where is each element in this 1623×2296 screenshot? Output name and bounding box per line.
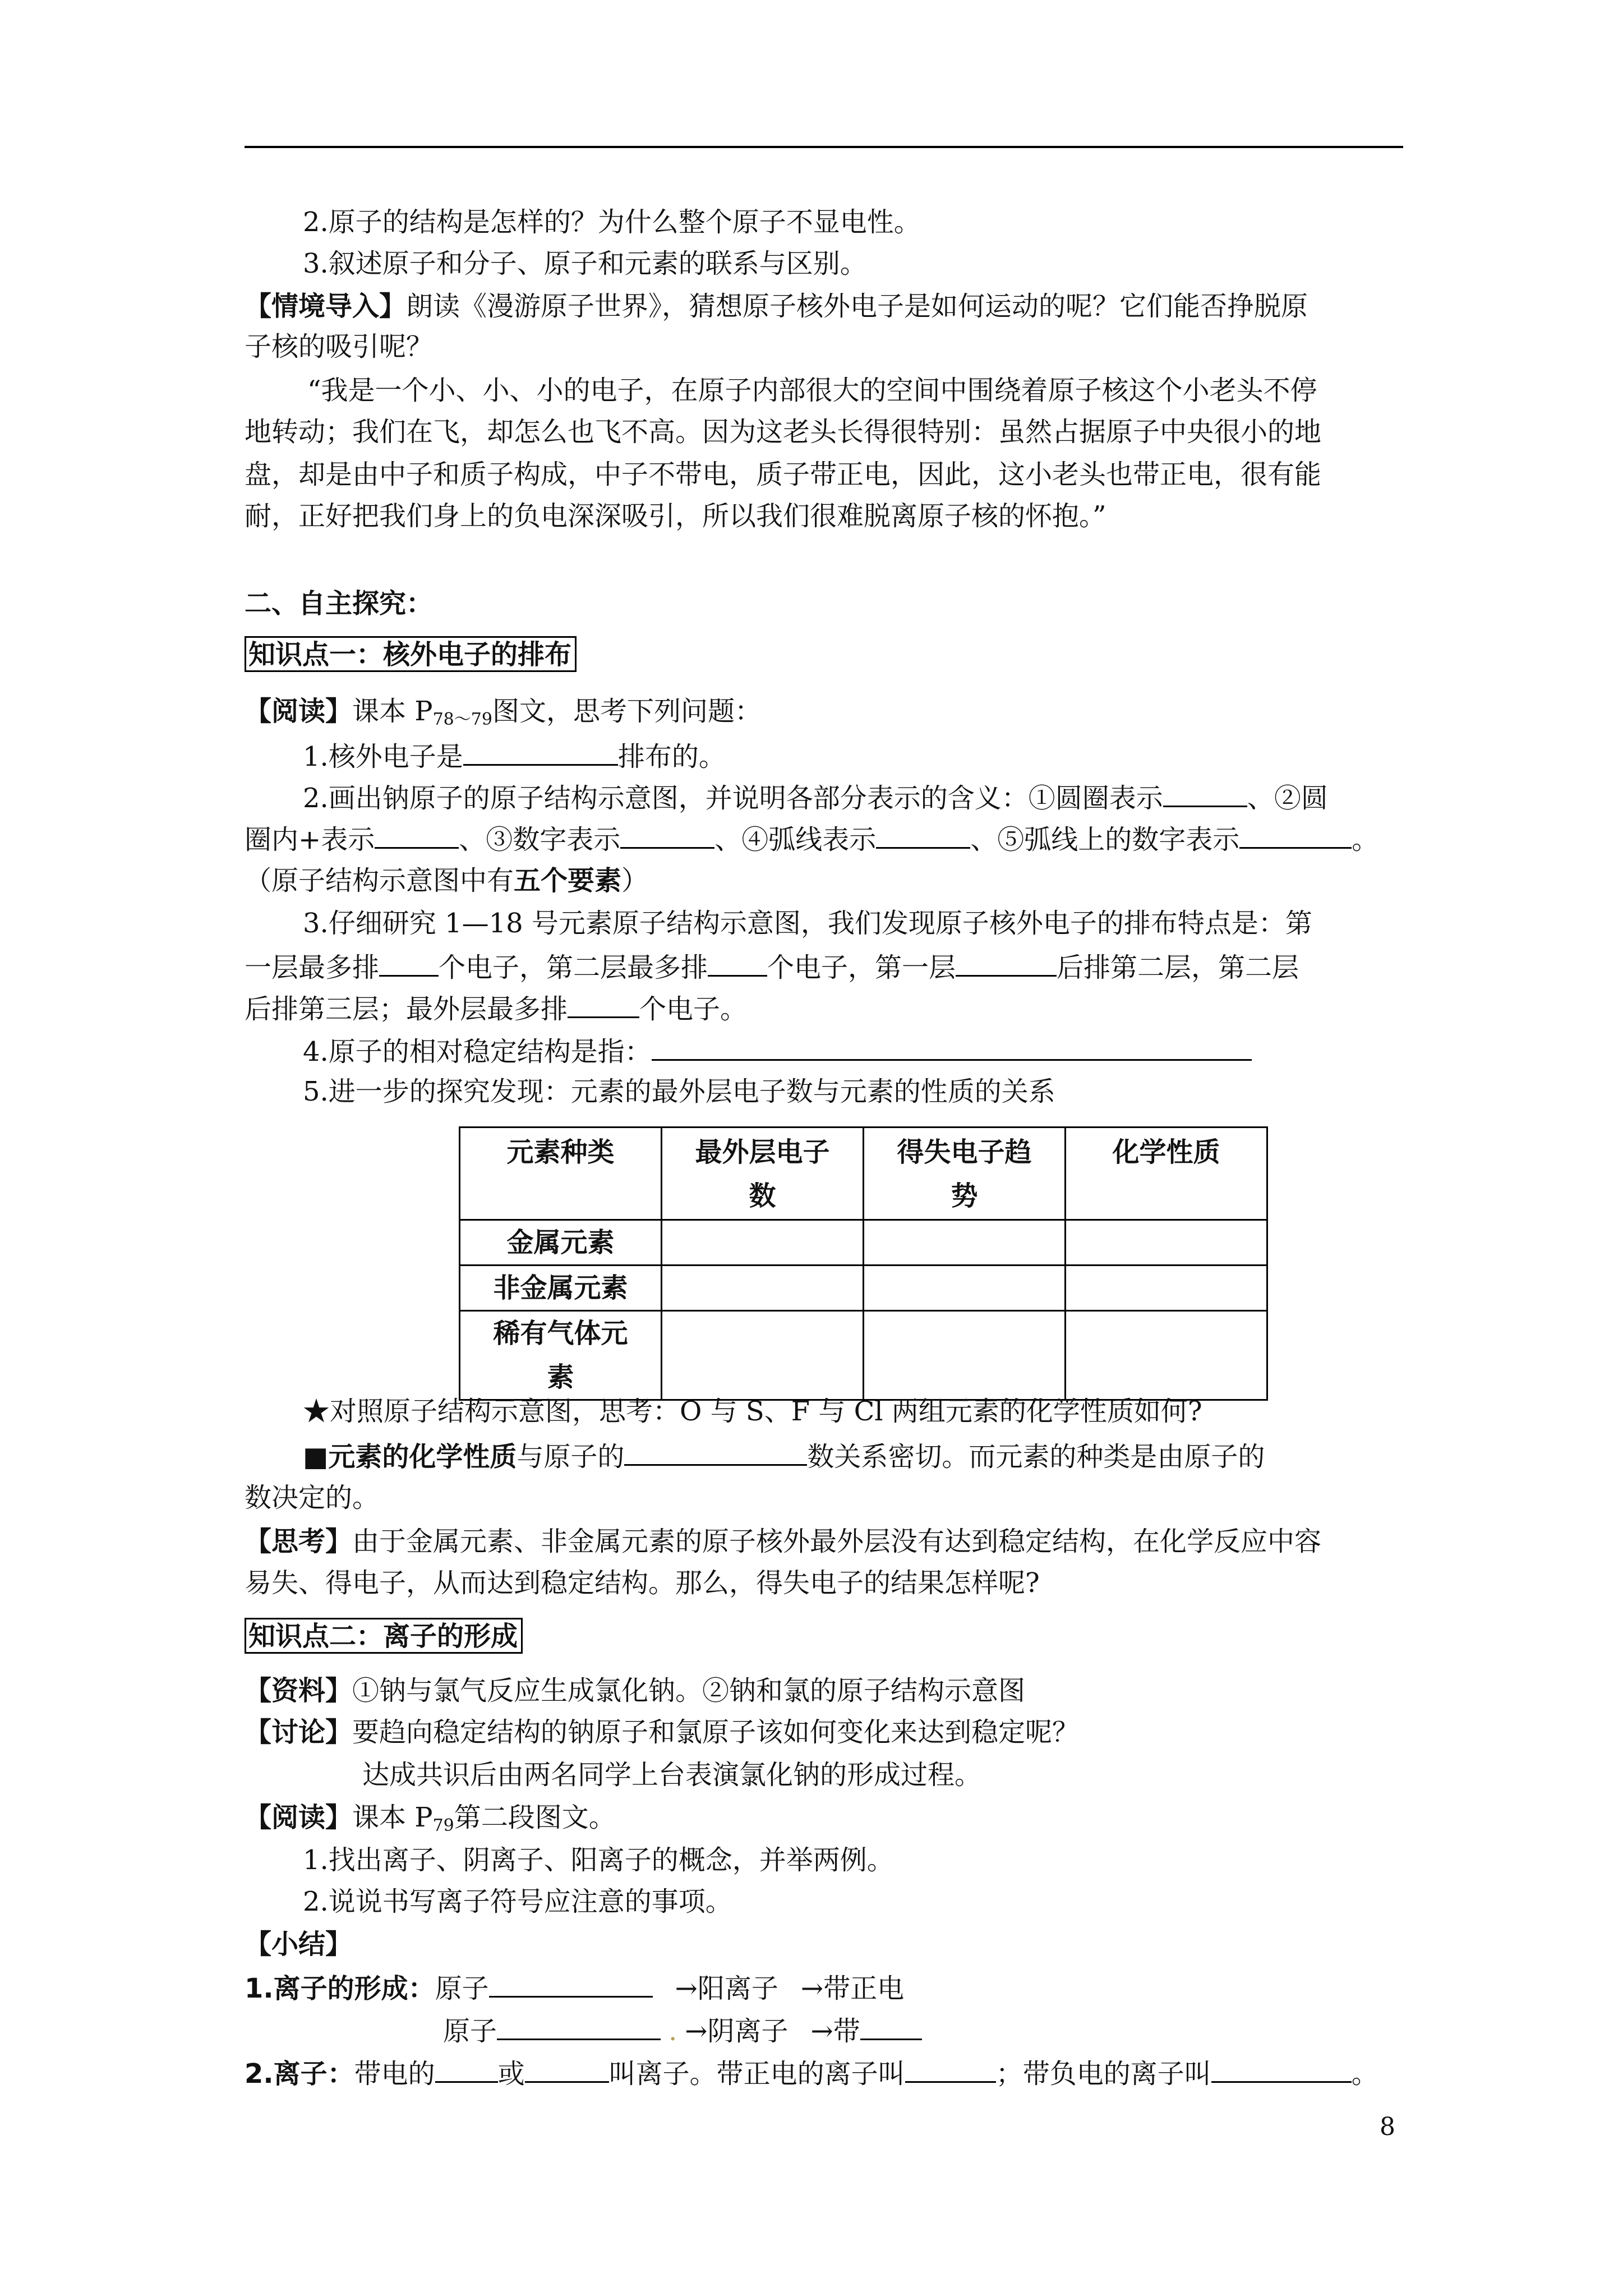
blank-line — [1163, 780, 1247, 807]
table-cell — [662, 1220, 864, 1266]
discussion-line-2: 达成共识后由两名同学上台表演氯化钠的形成过程。 — [362, 1759, 982, 1791]
header-rule — [245, 146, 1403, 148]
table-row — [460, 1220, 1267, 1266]
quote-line-1: “我是一个小、小、小的电子，在原子内部很大的空间中围绕着原子核这个小老头不停 — [307, 375, 1317, 406]
table-cell — [864, 1220, 1066, 1266]
kp1-read: 【阅读】课本 $P_{78\sim 79}$图文，思考下列问题： — [245, 696, 762, 729]
knowledge-point-1-title: 知识点一：核外电子的排布 — [245, 636, 577, 672]
table-header: 化学性质 — [1066, 1128, 1267, 1220]
quote-line-3: 盘，却是由中子和质子构成，中子不带电，质子带正电，因此，这小老头也带正电，很有能 — [245, 459, 1322, 490]
table-header: 元素种类 — [460, 1128, 662, 1220]
table-cell — [864, 1311, 1066, 1400]
table-cell: 稀有气体元 素 — [460, 1311, 662, 1400]
kp2-item-1: 1.找出离子、阴离子、阳离子的概念，并举两例。 — [303, 1844, 894, 1876]
table-row — [460, 1311, 1267, 1400]
summary-formation-line-2: 原子 . →阴离子 →带 — [443, 2013, 922, 2048]
chem-property-line-2: 数决定的。 — [245, 1482, 380, 1513]
data-line: 【资料】①钠与氯气反应生成氯化钠。②钠和氯的原子结构示意图 — [245, 1675, 1026, 1706]
kp1-item-2-line-1: 2.画出钠原子的原子结构示意图，并说明各部分表示的含义：①圆圈表示 、②圆 — [303, 780, 1328, 815]
summary-label: 【小结】 — [245, 1929, 353, 1960]
think-line-1: 【思考】由于金属元素、非金属元素的原子核外最外层没有达到稳定结构，在化学反应中容 — [245, 1526, 1322, 1557]
table-header: 最外层电子 数 — [662, 1128, 864, 1220]
kp1-item-3-line-1: 3.仔细研究 1—18 号元素原子结构示意图，我们发现原子核外电子的排布特点是：第 — [303, 908, 1312, 939]
intro-line-2: 子核的吸引呢？ — [245, 331, 434, 362]
table-cell — [1066, 1266, 1267, 1311]
kp1-item-4: 4.原子的相对稳定结构是指： — [303, 1033, 1252, 1069]
kp1-item-2-line-2: 圈内+表示 、③数字表示 、④弧线表示 、⑤弧线上的数字表示 。 — [245, 821, 1378, 857]
read-label: 【阅读】 — [245, 696, 353, 727]
blank-line — [463, 738, 618, 766]
question-3: 3.叙述原子和分子、原子和元素的联系与区别。 — [303, 248, 867, 279]
intro-text-1: 朗读《漫游原子世界》，猜想原子核外电子是如何运动的呢？它们能否挣脱原 — [406, 291, 1308, 322]
knowledge-point-2-title: 知识点二：离子的形成 — [245, 1618, 523, 1654]
think-line-2: 易失、得电子，从而达到稳定结构。那么，得失电子的结果怎样呢? — [245, 1567, 1040, 1599]
summary-ion-line: 2.离子：带电的 或 叫离子。带正电的离子叫 ；带负电的离子叫 。 — [245, 2055, 1378, 2091]
table-cell — [662, 1311, 864, 1400]
section-heading: 二、自主探究： — [245, 588, 434, 619]
table-row — [460, 1266, 1267, 1311]
kp1-item-1: 1.核外电子是 排布的。 — [303, 738, 726, 774]
kp1-item-3-line-2: 一层最多排 个电子，第二层最多排 个电子，第一层 后排第二层，第二层 — [245, 949, 1299, 984]
table-header-row — [460, 1128, 1267, 1220]
table-header: 得失电子趋 势 — [864, 1128, 1066, 1220]
kp1-item-3-line-3: 后排第三层；最外层最多排 个电子。 — [245, 991, 747, 1026]
table-cell — [1066, 1220, 1267, 1266]
intro-label: 【情境导入】 — [245, 291, 407, 322]
chem-property-line-1: ■元素的化学性质与原子的 数关系密切。而元素的种类是由原子的 — [303, 1438, 1265, 1474]
summary-formation-line-1: 1.离子的形成：原子 →阳离子 →带正电 — [245, 1970, 904, 2005]
question-2: 2.原子的结构是怎样的？为什么整个原子不显电性。 — [303, 206, 921, 238]
star-question: ★对照原子结构示意图，思考：O 与 S、F 与 Cl 两组元素的化学性质如何? — [303, 1396, 1202, 1427]
kp1-item-2-line-3: （原子结构示意图中有五个要素） — [245, 865, 649, 896]
kp2-item-2: 2.说说书写离子符号应注意的事项。 — [303, 1886, 732, 1917]
element-properties-table — [459, 1126, 1268, 1401]
table-cell — [1066, 1311, 1267, 1400]
quote-line-2: 地转动；我们在飞，却怎么也飞不高。因为这老头长得很特别：虽然占据原子中央很小的地 — [245, 416, 1322, 448]
intro-line-1 — [245, 289, 1308, 323]
quote-line-4: 耐，正好把我们身上的负电深深吸引，所以我们很难脱离原子核的怀抱。” — [245, 500, 1106, 532]
table-cell — [662, 1266, 864, 1311]
kp2-read: 【阅读】课本 $P_{79}$第二段图文。 — [245, 1802, 616, 1835]
table-cell: 金属元素 — [460, 1220, 662, 1266]
table-cell — [864, 1266, 1066, 1311]
discussion-line-1: 【讨论】要趋向稳定结构的钠原子和氯原子该如何变化来达到稳定呢？ — [245, 1717, 1080, 1748]
page-number: 8 — [1380, 2113, 1395, 2141]
table-cell: 非金属元素 — [460, 1266, 662, 1311]
kp1-item-5: 5.进一步的探究发现：元素的最外层电子数与元素的性质的关系 — [303, 1076, 1055, 1107]
